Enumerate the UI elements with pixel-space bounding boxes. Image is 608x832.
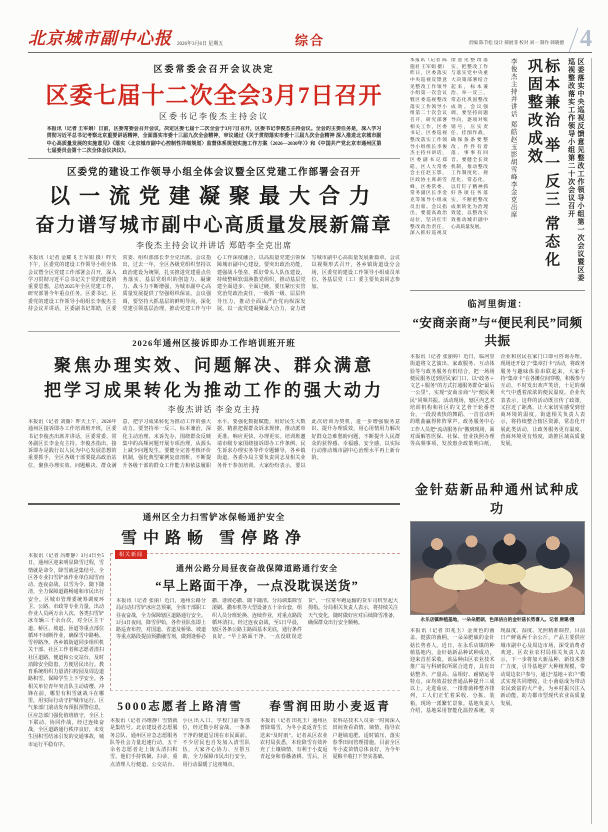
linheli-headline: “安商亲商”与“便民利民”同频共振 [412, 316, 583, 348]
right-column [410, 58, 592, 824]
party-building-body: 本报讯（记者 金耀飞 王军娟 摄）昨天下午，区委党的建设工作领导小组全体会议暨全区党建工作部署会召开，深入学习贯彻习近平总书记关于党的建设的重要思想，总结2025年全区党建工作，研究部署今年重点任务。区委书记、区委党的建设工作领导小组组长李俊杰主持会议并讲话，区委副书记郑皓，区委常委、组织部部长李全克出席。会议指出，过去一年，全区各级党组织坚持以政治建设为统领，扎实推进党建重点任务落实，基层党组织的创造力、凝聚力、战斗力不断增强，为城市副中心高质量发展提供了坚强组织保证。会议强调，要坚持大抓基层的鲜明导向，深化党建引领基层治理，推动党建工作与中心工作深度融合，以高质量党建引领保障城市副中心建设。要突出政治功能，建强战斗堡垒，抓好带头人队伍建设，持续整顿软弱涣散党组织，推动基层党建全面进步、全面过硬。要压紧压实管党治党政治责任，一级抓一级、层层传导压力，推动全面从严治党向纵深发展，以一流党建凝聚最大合力，奋力谱写城市副中心高质量发展新篇章。会议以视频形式召开，各乡镇街道设分会场，区委党的建设工作领导小组成员单位、各基层党（工）委主要负责同志参加。 [28, 256, 400, 312]
inspection-body: 本报讯（记者 陈施君 王军娟 摄）昨日，区委落实中央巡视反馈意见整改工作领导小组第一次会议暨区委巡视整改落实工作领导小组第二十次会议召开，研究部署相关工作，区委书记、区委巡视整改落实工作领导小组组长李俊杰主持并讲话，区委副书记郑皓，区人大常委会主任赵玉影，区政协主席胡雪峰，区委常委、常务副区长李金克等领导小组成员出席。会议指出，要提高政治站位，坚决扛牢整改政治责任，深入抓好巡视反馈意见整改落实，把整改工作与落实党中央重大决策部署结合起来，标本兼治、举一反三，常态化巩固整改成效。会议强调，要坚持问题导向，逐项对账销号，压实责任、挂图作战，确保条条要整改、件件有着落、事事有回音。要健全长效机制，推动整改工作制度化、规范化、常态化，以钉钉子精神抓好各项任务落实，不断把整改成果转化为治理效能，以整改实效推动城市副中心高质量发展。 [410, 58, 488, 237]
article-snow [28, 503, 400, 821]
article-linheli [410, 290, 585, 474]
training-kicker: 2026年通州区接诉即办工作培训班开班 [132, 338, 296, 348]
page-content [28, 58, 592, 824]
inspection-headline: 标本兼治 举一反三 常态化巩固整改成效 [525, 58, 560, 270]
related-headline: “早上路面干净，一点没耽误送货” [155, 579, 359, 593]
article-volunteers [110, 698, 250, 822]
article-training [28, 331, 400, 503]
plenary-kicker: 区委常委会召开会议决定 [153, 64, 275, 74]
article-party-building [28, 158, 400, 331]
linheli-kicker: 临河里街道： [467, 299, 528, 309]
snow-side-body: 本报讯（记者 冯维静）3月4日至5日，通州区迎来明显降雪过程，雪情就是命令，降雪就是集结号。全区各专业扫雪铲冰作业单位闻雪而动、连夜奋战，以雪为令、随下随清，全力保障道路畅通和市民出行安全。区城市管理委统筹调度环卫、公路、市政等专业力量，出动作业人员两万余人次、各类扫雪铲冰车辆三千余台次，对全区主干道、桥区、坡道、匝道等重点部位循环不间断作业，确保雪中路畅、雪停路净。各乡镇街道同步组织机关干部、社区工作者和志愿者清扫社区道路、便道和公交站台，及时消除安全隐患，方便居民出行。教育系统组织力量清扫校园及周边道路积雪，保障学生上下学安全。各相关单位青年突击队主动请缨、冲锋在前，哪里有积雪就战斗在哪里，用实际行动守护城市运行。区气象部门滚动发布预报预警信息，区应急部门强化值班值守，全区上下联动、协同作战，经过连续奋战，全区道路通行秩序良好，未发生因积雪结冰引发的交通事故，城市运行平稳有序。 [28, 554, 104, 748]
plenary-body: 本报讯（记者 王军娟）日前，区委常委会召开会议，决定区委七届十二次全会于3月7日召开，区委书记李俊杰主持会议。全会的主要任务是，深入学习贯彻习近平总书记考察北京重要讲话精神，全面落实市委十三届九次全会精神，审议通过《关于贯彻落实市委十三届九次全会精神 深入推进北京城市副中心高质量发展的实施意见》《落实〈北京城市副中心控制性详细规划〉监督体系规划实施工作方案（2026—2030年）》和《中国共产党北京市通州区第七届委员会第十二次全体会议决议》。 [46, 127, 382, 154]
party-building-headline-2: 奋力谱写城市副中心高质量发展新篇章 [35, 215, 393, 236]
mushroom-headline: 金针菇新品种通州试种成功 [414, 482, 580, 516]
party-building-byline: 李俊杰主持会议并讲话 郑皓李全克出席 [136, 241, 292, 250]
paper-name: 北京城市副中心报 [28, 29, 172, 48]
mushroom-body: 本报讯（记者 田兆玉）金黄色的菌盖、挺拔的菌柄，一朵朵肥硕的金针菇长势喜人。近日，在永乐店镇的种植基地内，金针菇新品种试种成功，迎来首茬采收。该品种由区农业技术推广站与科研院所联合选育，具有出菇整齐、产量高、品相好、耐储运等特点，亩均效益较普通品种提升三成以上。走进菇房，一排排菌棒整齐排列，工人们正忙着采收、分拣、装箱，现场一派繁忙景象。基地负责人介绍，基地采用智能化温控系统，实现温度、湿度、光照精准调控，目前日产鲜菇两千余公斤，产品主要供应城市副中心及周边市场，深受消费者欢迎。区农业农村局相关负责人表示，下一步将加大新品种、新技术推广力度，引导基地扩大种植规模，带动周边农户参与，通过“基地＋农户”模式实现共同增收，让小菌菇成为带动农民致富的大产业，为乡村振兴注入新动能，助力都市型现代农业高质量发展。 [410, 629, 585, 714]
snow-right-area [110, 553, 400, 822]
training-body: 本报讯（记者 刘薇）昨天上午，2026年通州区接诉即办工作培训班开班，区委书记李俊杰出席并讲话，区委常委、常务副区长李金克主持。李俊杰指出，接诉即办是践行以人民为中心发展思想的重要抓手，全区各级干部要提高政治站位，聚焦办理实效、问题解决、群众满意，把学习成果转化为推动工作的强大动力。要坚持举一反三、标本兼治，深化主动治理、未诉先办，围绕群众反映集中的高频问题开展专项治理，从源头上减少问题发生。要健全完善考核评价机制，强化典型案例复盘剖析，不断提升各级干部的群众工作能力和依法履职水平。要强化数据赋能，用好民生大数据，精准把握群众诉求规律，推动派单更准、响应更快、办理更实。培训班邀请市级专家围绕接诉即办工作条例、民生诉求办理实务等作专题辅导，各乡镇街道、各委办局主要负责同志及相关业务骨干参加培训。大家纷纷表示，要以此次培训为契机，进一步增强服务意识、提升办理质效，用心用情用力解决好群众急难愁盼问题，不断提升人民群众的获得感、幸福感、安全感，以实际行动推动城市副中心治理水平再上新台阶。 [28, 420, 400, 469]
wheat-title: 春雪润田助小麦返青 [269, 701, 391, 713]
article-mushroom [410, 474, 585, 826]
training-headline-2: 把学习成果转化为推动工作的强大动力 [44, 381, 384, 400]
section-title: 综合 [294, 33, 325, 48]
left-column [28, 58, 400, 824]
issue-date: 2026年3月6日 星期五 [177, 42, 224, 47]
mushroom-photo-caption: 永乐店镇种植基地，一朵朵肥硕、色泽洁白的金针菇长势喜人。记者 唐建/摄 [420, 617, 575, 622]
snow-kicker: 通州区全力扫雪铲冰保畅通护安全 [142, 512, 286, 522]
snow-headline: 雪中路畅 雪停路净 [120, 530, 307, 547]
linheli-body: 本报讯（记者 张丽婷）近日，临河里街道将文艺演出、家政服务、互动体验等与政务服务有机结合，把一场场便民服务送到居民家门口，以“政务＋文艺＋服务”的方式打通服务群众“最后一公里”，实现“安商亲商”与“便民利民”同频共振。活动现场，辖区内艺术培训机构和社区的文艺骨干轮番登台，一段段欢快的舞蹈、一首首动听的歌曲赢得阵阵掌声。政务服务中心工作人员把“流动服务台”搬到现场，面对面解答医保、社保、营业执照办理等高频事项，发放惠企政策明白纸，企业和居民在家门口即可咨询办理。现场还开设了“集章打卡”活动，将政务服务与趣味体验串联起来，大家手持“集章卡”在各摊位间穿梭，积极参与互动，不时发出欢声笑语，十足的烟火气中透着浓浓的便民温度。企业代表表示，这样的活动既宣传了政策，又拉近了距离，让大家切实感受到营商环境的温度。街道相关负责人表示，将持续整合辖区资源，常态化开展此类活动，让政务服务更有温度、营商环境更有热度，助推区域高质量发展。 [410, 355, 585, 447]
related-news-badge: 相关新闻 [115, 550, 147, 559]
training-byline: 李俊杰讲话 李金克主持 [167, 405, 261, 414]
article-plenary [28, 58, 400, 158]
related-news-box [110, 553, 400, 691]
training-headline-1: 聚焦办理实效、问题解决、群众满意 [54, 356, 374, 375]
bottom-articles-row [110, 698, 400, 822]
article-wheat [260, 698, 400, 822]
related-body: 本报讯（记者 张丽）近日，通州公路分局启动扫雪铲冰应急预案，全体干部职工昼夜奋战，全力保障辖区道路通行安全。3月4日夜间，降雪伊始，各作业队伍即上路巡查布控，对国道、省道及桥梁、坡道等重点路段提前预撒融雪剂，做到逢桥必撒、逢坡必撒、随下随清。分局调集除雪滚刷、撒布机等大型设备五十余台套，组织人员分班轮换、连续作业，对重点路段循环清扫。经过连夜奋战，至5日早晨，辖区各条公路主路面基本见底，通行条件良好。“早上路面干净，一点没耽误送货”，一位常年跑运输的货车司机竖起大拇指。分局相关负责人表示，将持续关注天气变化，随时做好应对后续降雪准备，确保群众出行安全顺畅。 [116, 599, 398, 641]
party-building-kicker: 区委党的建设工作领导小组全体会议暨全区党建工作部署会召开 [66, 168, 361, 178]
party-building-headline-1: 以一流党建凝聚最大合力 [49, 184, 379, 208]
wheat-body: 本报讯（记者 田兆玉）通州区普降瑞雪，为冬小麦返青生长送来“及时雨”。记者从区农业农村局获悉，本轮降雪有效补充了土壤墒情，有利于小麦返青起身和春播备耕。雪后，区农科站技术人员第一时间深入田间查看苗情、墒情，指导农户趁墒追肥、适时镇压，落实春季田间管理措施。目前全区冬小麦苗情总体良好，为今年夏粮丰收打下坚实基础。 [260, 719, 400, 761]
masthead [28, 24, 592, 53]
snow-article-layout [28, 553, 400, 822]
masthead-right [366, 25, 592, 52]
related-kicker: 通州公路分局昼夜奋战保障道路通行安全 [176, 564, 338, 573]
inspection-kicker: 区委落实中央巡视反馈意见整改工作领导小组第一次会议暨区委巡视整改落实工作领导小组第二十次会议召开 [567, 58, 585, 282]
plenary-headline: 区委七届十二次全会3月7日召开 [45, 83, 383, 108]
plenary-subline: 区委书记李俊杰主持会议 [159, 112, 269, 121]
mushroom-photo [410, 521, 585, 615]
article-inspection [410, 58, 585, 286]
editors-credit: 责编 陈节松 设计 郝展菲 校对 刘一 制作 韩晓德 [468, 40, 564, 45]
inspection-vertical-headline-block [493, 58, 585, 284]
volunteers-title: 5000志愿者上路清雪 [117, 701, 243, 713]
volunteers-body: 本报讯（记者 冯维静）雪情就是集结号。北京建设者志愿服务总队、通州区应急志愿服务队等社会力量迅速行动，五千余名志愿者走上街头清扫积雪。他们手持铁锹、扫帚，重点清理人行便道、公交站台、小区出入口、学校门前等部位，经过数小时奋战，一条条干净的便道呈现在市民面前。不少居民也自发加入清雪队伍，大家齐心协力、互帮互助，全力保障市民出行安全，用行动温暖了这座城市。 [110, 719, 250, 768]
inspection-byline: 李俊杰主持并讲话 郑皓赵玉影胡雪峰李金克出席 [509, 58, 517, 219]
masthead-left [28, 24, 254, 49]
page-number: 4 [570, 29, 592, 49]
